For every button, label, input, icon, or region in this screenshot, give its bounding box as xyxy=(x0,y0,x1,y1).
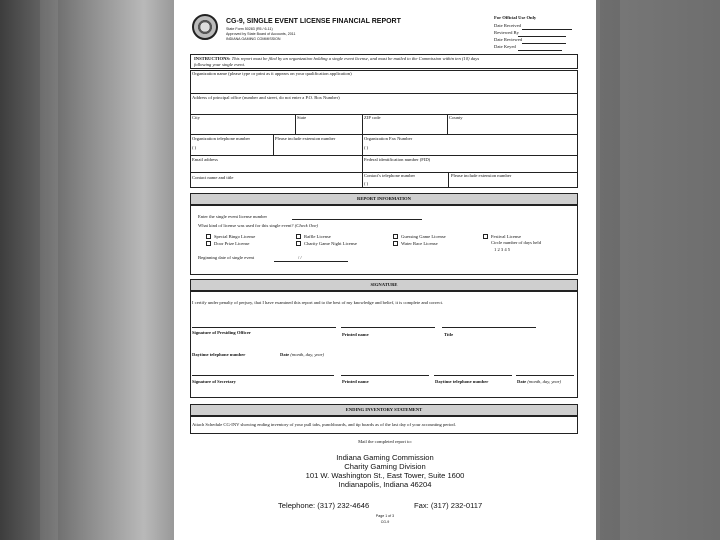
grid-line xyxy=(273,134,274,155)
report-information-heading: REPORT INFORMATION xyxy=(357,196,411,201)
days-held-options[interactable]: 1 2 3 4 5 xyxy=(494,247,511,252)
water-race-checkbox[interactable] xyxy=(393,241,398,246)
instructions-text-1: This report must be filed by an organization holding a single event license, and must be mailed to the Commission within ten (10) days xyxy=(231,56,480,61)
grid-line xyxy=(362,134,363,188)
charity-game-night-checkbox[interactable] xyxy=(296,241,301,246)
grid-line xyxy=(447,114,448,134)
door-prize-checkbox[interactable] xyxy=(206,241,211,246)
grid-line xyxy=(190,134,578,135)
contact-extension-field[interactable]: Please include extension number xyxy=(451,173,512,178)
printed-name-line-1[interactable] xyxy=(341,327,435,328)
date-label-2 xyxy=(517,380,561,385)
special-bingo-checkbox[interactable] xyxy=(206,234,211,239)
door-prize-label: Door Prize License xyxy=(214,241,250,246)
date-format-1: (month, day, year) xyxy=(290,352,325,357)
daytime-phone-label-2: Daytime telephone number xyxy=(435,379,489,384)
guessing-game-checkbox[interactable] xyxy=(393,234,398,239)
daytime-phone-label-1: Daytime telephone number xyxy=(192,352,246,357)
instructions-line-1 xyxy=(194,57,479,62)
signature-heading: SIGNATURE xyxy=(370,282,398,287)
org-fax-field[interactable]: Organization Fax Number xyxy=(364,136,413,141)
form-code: CG-9 xyxy=(380,520,390,524)
background-stripe xyxy=(600,0,620,540)
telephone-number: Telephone: (317) 232-4646 xyxy=(278,501,370,510)
city-field[interactable]: City xyxy=(192,115,200,120)
grid-line xyxy=(190,114,578,115)
county-field[interactable]: County xyxy=(449,115,463,120)
date-label-text-2: Date xyxy=(517,379,527,384)
special-bingo-label: Special Bingo License xyxy=(214,234,256,239)
date-label-text-1: Date xyxy=(280,352,290,357)
date-reviewed-line[interactable] xyxy=(522,43,566,44)
certify-statement: I certify under penalty of perjury, that I have examined this report and to the best of my knowledge and belief, it is complete and correct. xyxy=(192,300,443,305)
instructions-label: INSTRUCTIONS: xyxy=(194,56,231,61)
form-agency: INDIANA GAMING COMMISSION xyxy=(226,37,281,41)
beginning-date-label: Beginning date of single event xyxy=(198,255,255,260)
reviewed-by-label: Reviewed By xyxy=(494,30,519,35)
circle-days-label: Circle number of days held xyxy=(491,240,542,245)
charity-game-night-label: Charity Game Night License xyxy=(304,241,357,246)
title-line[interactable] xyxy=(442,327,536,328)
fid-field[interactable]: Federal identification number (FID) xyxy=(364,157,431,162)
form-title: CG-9, SINGLE EVENT LICENSE FINANCIAL REPORT xyxy=(226,18,401,25)
address-line-4: Indianapolis, Indiana 46204 xyxy=(338,480,432,489)
instructions-text-2: following your single event. xyxy=(194,62,246,67)
daytime-phone-line-2[interactable] xyxy=(434,375,512,376)
license-number-input[interactable] xyxy=(292,219,422,220)
printed-name-line-2[interactable] xyxy=(341,375,429,376)
report-information-band xyxy=(190,193,578,205)
license-kind-question xyxy=(198,224,318,229)
fax-number: Fax: (317) 232-0117 xyxy=(414,501,483,510)
address-line-2: Charity Gaming Division xyxy=(344,462,426,471)
water-race-label: Water Race License xyxy=(401,241,438,246)
guessing-game-label: Guessing Game License xyxy=(401,234,446,239)
inventory-heading: ENDING INVENTORY STATEMENT xyxy=(345,407,423,412)
title-label: Title xyxy=(444,332,454,337)
form-number: State Form 50283 (R5 / 6-11) xyxy=(226,27,273,31)
raffle-checkbox[interactable] xyxy=(296,234,301,239)
grid-line xyxy=(448,172,449,188)
inventory-band xyxy=(190,404,578,416)
contact-phone-parens: ( ) xyxy=(364,181,369,186)
date-label-1 xyxy=(280,353,324,358)
grid-line xyxy=(362,114,363,134)
extension-field[interactable]: Please include extension number xyxy=(275,136,336,141)
grid-line xyxy=(190,155,578,156)
secretary-label: Signature of Secretary xyxy=(192,379,236,384)
festival-checkbox[interactable] xyxy=(483,234,488,239)
date-format-2: (month, day, year) xyxy=(527,379,562,384)
address-line-1: Indiana Gaming Commission xyxy=(336,453,434,462)
reviewed-by-line[interactable] xyxy=(518,36,566,37)
page-number: Page 1 of 3 xyxy=(375,514,395,518)
email-field[interactable]: Email address xyxy=(192,157,218,162)
contact-name-field[interactable]: Contact name and title xyxy=(192,175,234,180)
check-one-text: (Check One) xyxy=(294,223,319,228)
background-stripe xyxy=(40,0,58,540)
signature-band xyxy=(190,279,578,291)
date-line-2[interactable] xyxy=(516,375,574,376)
raffle-label: Raffle License xyxy=(304,234,331,239)
official-use-heading: For Official Use Only xyxy=(494,15,537,20)
address-line-3: 101 W. Washington St., East Tower, Suite 1600 xyxy=(305,471,465,480)
date-received-label: Date Received xyxy=(494,23,521,28)
mail-instruction: Mail the completed report to: xyxy=(358,439,412,444)
contact-phone-field[interactable]: Contact's telephone number xyxy=(364,173,416,178)
printed-name-label-1: Printed name xyxy=(342,332,369,337)
date-keyed-line[interactable] xyxy=(518,50,562,51)
phone-parens: ( ) xyxy=(192,145,197,150)
org-name-field[interactable]: Organization name (please type or print as it appears on your qualification application) xyxy=(192,71,352,76)
date-keyed-label: Date Keyed xyxy=(494,44,516,49)
form-page xyxy=(174,0,596,540)
state-field[interactable]: State xyxy=(297,115,307,120)
license-number-label: Enter the single event license number xyxy=(198,214,268,219)
address-field[interactable]: Address of principal office (number and street, do not enter a P.O. Box Number) xyxy=(192,95,340,100)
zip-field[interactable]: ZIP code xyxy=(364,115,381,120)
presiding-officer-label: Signature of Presiding Officer xyxy=(192,330,251,335)
beginning-date-slashes: / / xyxy=(298,255,302,260)
state-seal-icon xyxy=(192,14,218,40)
festival-label: Festival License xyxy=(491,234,521,239)
printed-name-label-2: Printed name xyxy=(342,379,369,384)
secretary-signature-line[interactable] xyxy=(192,375,334,376)
license-kind-text: What kind of license was used for this single event? xyxy=(198,223,294,228)
beginning-date-input[interactable] xyxy=(274,261,348,262)
org-phone-field[interactable]: Organization telephone number xyxy=(192,136,251,141)
inventory-attach-text: Attach Schedule CG-INV showing ending inventory of your pull tabs, punchboards, and tip boards as of the last day of your accounting period. xyxy=(192,422,456,427)
fax-parens: ( ) xyxy=(364,145,369,150)
date-reviewed-label: Date Reviewed xyxy=(494,37,523,42)
form-approved: Approved by State Board of Accounts, 2011 xyxy=(226,32,296,36)
presiding-officer-signature-line[interactable] xyxy=(192,327,336,328)
grid-line xyxy=(190,93,578,94)
grid-line xyxy=(295,114,296,134)
date-received-line[interactable] xyxy=(522,29,572,30)
organization-info-grid xyxy=(190,70,578,188)
